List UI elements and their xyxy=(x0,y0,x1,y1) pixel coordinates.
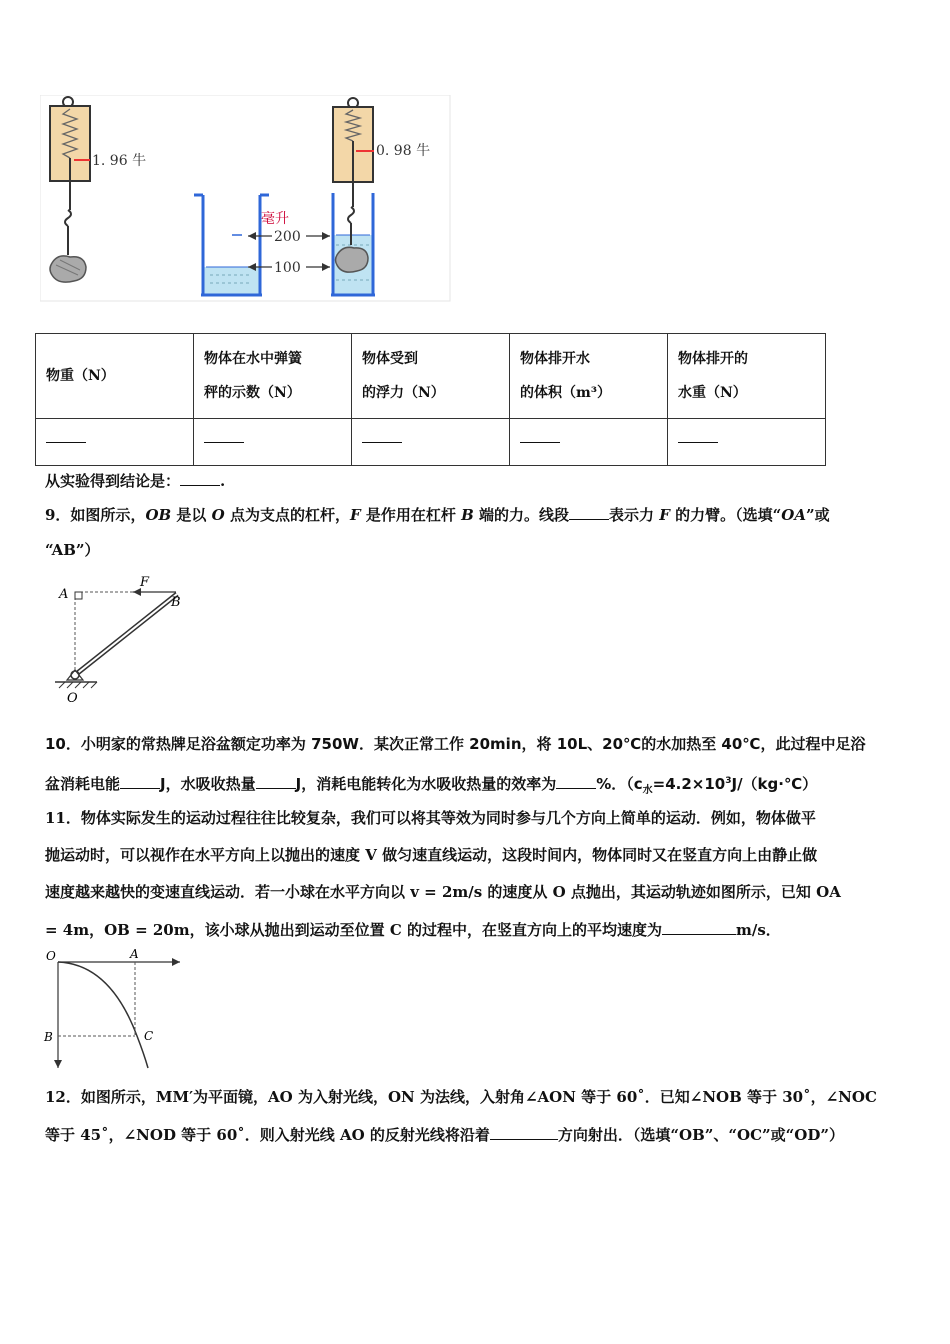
projectile-figure xyxy=(40,948,190,1074)
buoyancy-experiment-figure xyxy=(40,95,452,303)
label-B: B xyxy=(171,595,181,610)
q9-line2: “AB”） xyxy=(45,541,100,559)
experiment-table xyxy=(35,333,826,466)
q12-line2: 等于 45˚，∠NOD 等于 60˚．则入射光线 AO 的反射光线将沿着 方向射出．（选填“OB”、“OC”或“OD”） xyxy=(45,1126,845,1144)
label-A: A xyxy=(130,948,139,961)
answer-cell[interactable] xyxy=(510,419,668,466)
answer-cell[interactable] xyxy=(36,419,194,466)
label-A: A xyxy=(59,587,69,602)
q10-line1: 10．小明家的常热牌足浴盆额定功率为 750W．某次正常工作 20min，将 10L、20℃的水加热至 40℃，此过程中足浴 xyxy=(45,735,866,753)
q10-line2: 盆消耗电能 J，水吸收热量 J，消耗电能转化为水吸收热量的效率为 %．（$c_水=4.2\times 10^3J/(kg\cdot℃)$ xyxy=(45,775,818,796)
label-O: O xyxy=(46,949,56,963)
q11-line3: 速度越来越快的变速直线运动．若一小球在水平方向以 v = 2m/s 的速度从 O 点抛出，其运动轨迹如图所示，已知 OA xyxy=(45,883,841,901)
answer-blank[interactable] xyxy=(662,919,736,935)
mark-100: 100 xyxy=(274,260,301,276)
col-header-buoyancy: 物体受到 的浮力（N） xyxy=(352,334,510,419)
left-reading: 1. 96 牛 xyxy=(92,153,147,169)
lever-figure xyxy=(45,572,195,704)
q12-line1: 12．如图所示，MM′为平面镜，AO 为入射光线，ON 为法线，入射角∠AON 等于 60˚．已知∠NOB 等于 30˚，∠NOC xyxy=(45,1088,877,1106)
unit-label: 毫升 xyxy=(261,211,289,227)
answer-blank[interactable] xyxy=(180,470,220,486)
q11-line2: 抛运动时，可以视作在水平方向上以抛出的速度 V 做匀速直线运动，这段时间内，物体同时又在竖直方向上由静止做 xyxy=(45,846,818,864)
col-header-weight: 物重（N） xyxy=(36,334,194,419)
label-F: F xyxy=(140,575,150,590)
mark-200: 200 xyxy=(274,229,301,245)
q11-line4: = 4m，OB = 20m，该小球从抛出到运动至位置 C 的过程中，在竖直方向上的平均速度为 m/s． xyxy=(45,921,781,939)
q9-line1: 9．如图所示，OB 是以 O 点为支点的杠杆，F 是作用在杠杆 B 端的力。线段 表示力 F 的力臂。（选填“OA”或 xyxy=(45,506,830,524)
answer-blank[interactable] xyxy=(120,773,160,789)
answer-cell[interactable] xyxy=(352,419,510,466)
label-O: O xyxy=(67,691,78,704)
q11-line1: 11．物体实际发生的运动过程往往比较复杂，我们可以将其等效为同时参与几个方向上简单的运动．例如，物体做平 xyxy=(45,809,816,827)
answer-blank[interactable] xyxy=(556,773,596,789)
answer-cell[interactable] xyxy=(668,419,826,466)
answer-blank[interactable] xyxy=(569,504,609,520)
label-C: C xyxy=(144,1029,154,1043)
right-reading: 0. 98 牛 xyxy=(376,143,431,159)
conclusion-line: 从实验得到结论是： . xyxy=(45,472,226,490)
col-header-scale-reading: 物体在水中弹簧 秤的示数（N） xyxy=(194,334,352,419)
answer-cell[interactable] xyxy=(194,419,352,466)
answer-blank[interactable] xyxy=(256,773,296,789)
label-B: B xyxy=(44,1030,53,1044)
answer-blank[interactable] xyxy=(490,1124,558,1140)
col-header-volume: 物体排开水 的体积（m³） xyxy=(510,334,668,419)
col-header-displaced-weight: 物体排开的 水重（N） xyxy=(668,334,826,419)
